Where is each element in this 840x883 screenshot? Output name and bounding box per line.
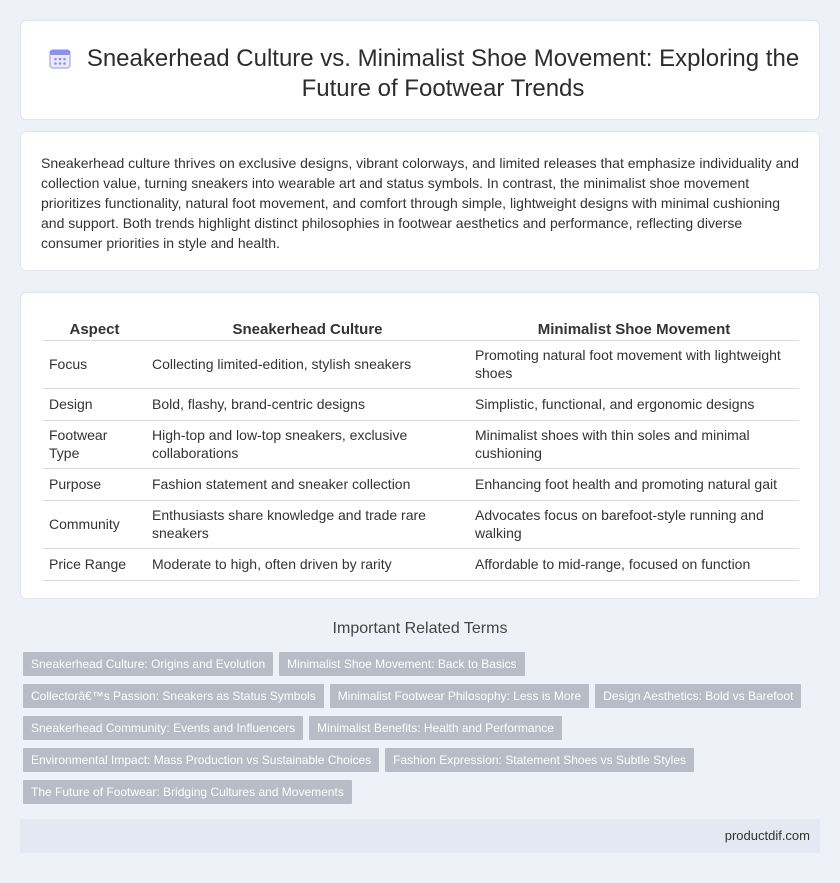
table-cell: Bold, flashy, brand-centric designs xyxy=(146,388,469,420)
table-cell: Advocates focus on barefoot-style running and walking xyxy=(469,500,799,548)
table-cell: Moderate to high, often driven by rarity xyxy=(146,548,469,580)
table-row xyxy=(43,420,799,468)
tag-row xyxy=(23,780,813,812)
table-cell: Minimalist shoes with thin soles and minimal cushioning xyxy=(469,420,799,468)
related-term-tag[interactable]: Minimalist Footwear Philosophy: Less is More xyxy=(330,684,589,708)
tag-row xyxy=(23,716,813,748)
related-term-tag[interactable]: Collectorâ€™s Passion: Sneakers as Status Symbols xyxy=(23,684,324,708)
related-term-tag[interactable]: Sneakerhead Culture: Origins and Evolution xyxy=(23,652,273,676)
tag-row xyxy=(23,684,813,716)
title-card xyxy=(20,20,820,120)
related-term-tag[interactable]: Fashion Expression: Statement Shoes vs Subtle Styles xyxy=(385,748,694,772)
related-terms-heading: Important Related Terms xyxy=(332,620,508,637)
footer-site-name: productdif.com xyxy=(724,828,810,843)
table-cell: Affordable to mid-range, focused on function xyxy=(469,548,799,580)
table-cell: Purpose xyxy=(43,468,146,500)
table-cell: Collecting limited-edition, stylish sneakers xyxy=(146,340,469,388)
comparison-table xyxy=(43,313,799,581)
table-row xyxy=(43,500,799,548)
table-cell: Community xyxy=(43,500,146,548)
related-term-tag[interactable]: Minimalist Benefits: Health and Performance xyxy=(309,716,562,740)
related-term-tag[interactable]: Minimalist Shoe Movement: Back to Basics xyxy=(279,652,524,676)
table-cell: Footwear Type xyxy=(43,420,146,468)
table-cell: Enhancing foot health and promoting natural gait xyxy=(469,468,799,500)
related-term-tag[interactable]: Sneakerhead Community: Events and Influencers xyxy=(23,716,303,740)
header-sneakerhead: Sneakerhead Culture xyxy=(146,313,469,340)
related-term-tag[interactable]: The Future of Footwear: Bridging Cultures and Movements xyxy=(23,780,352,804)
table-cell: Price Range xyxy=(43,548,146,580)
table-cell: Design xyxy=(43,388,146,420)
related-term-tag[interactable]: Design Aesthetics: Bold vs Barefoot xyxy=(595,684,801,708)
table-cell: Promoting natural foot movement with lightweight shoes xyxy=(469,340,799,388)
related-term-tag[interactable]: Environmental Impact: Mass Production vs Sustainable Choices xyxy=(23,748,379,772)
tag-row xyxy=(23,652,813,684)
table-row xyxy=(43,468,799,500)
table-header-row xyxy=(43,313,799,340)
header-aspect: Aspect xyxy=(43,313,146,340)
table-cell: High-top and low-top sneakers, exclusive collaborations xyxy=(146,420,469,468)
table-row xyxy=(43,548,799,580)
calendar-icon xyxy=(49,47,71,69)
table-cell: Simplistic, functional, and ergonomic designs xyxy=(469,388,799,420)
table-cell: Fashion statement and sneaker collection xyxy=(146,468,469,500)
intro-paragraph: Sneakerhead culture thrives on exclusive designs, vibrant colorways, and limited releases that emphasize individuality and collection value, turning sneakers into wearable art and status symbols. In contrast, the minimalist shoe movement prioritizes functionality, natural foot movement, and comfort through simple, lightweight designs with minimal cushioning and support. Both trends highlight distinct philosophies in footwear aesthetics and performance, reflecting diverse consumer priorities in style and health. xyxy=(41,155,799,251)
intro-card xyxy=(20,131,820,271)
table-cell: Focus xyxy=(43,340,146,388)
table-row xyxy=(43,340,799,388)
tag-row xyxy=(23,748,813,780)
table-cell: Enthusiasts share knowledge and trade rare sneakers xyxy=(146,500,469,548)
related-terms-list xyxy=(23,652,813,812)
page-title: Sneakerhead Culture vs. Minimalist Shoe Movement: Exploring the Future of Footwear Trends xyxy=(86,45,800,102)
footer xyxy=(20,819,820,853)
comparison-card xyxy=(20,292,820,599)
header-minimalist: Minimalist Shoe Movement xyxy=(469,313,799,340)
table-row xyxy=(43,388,799,420)
